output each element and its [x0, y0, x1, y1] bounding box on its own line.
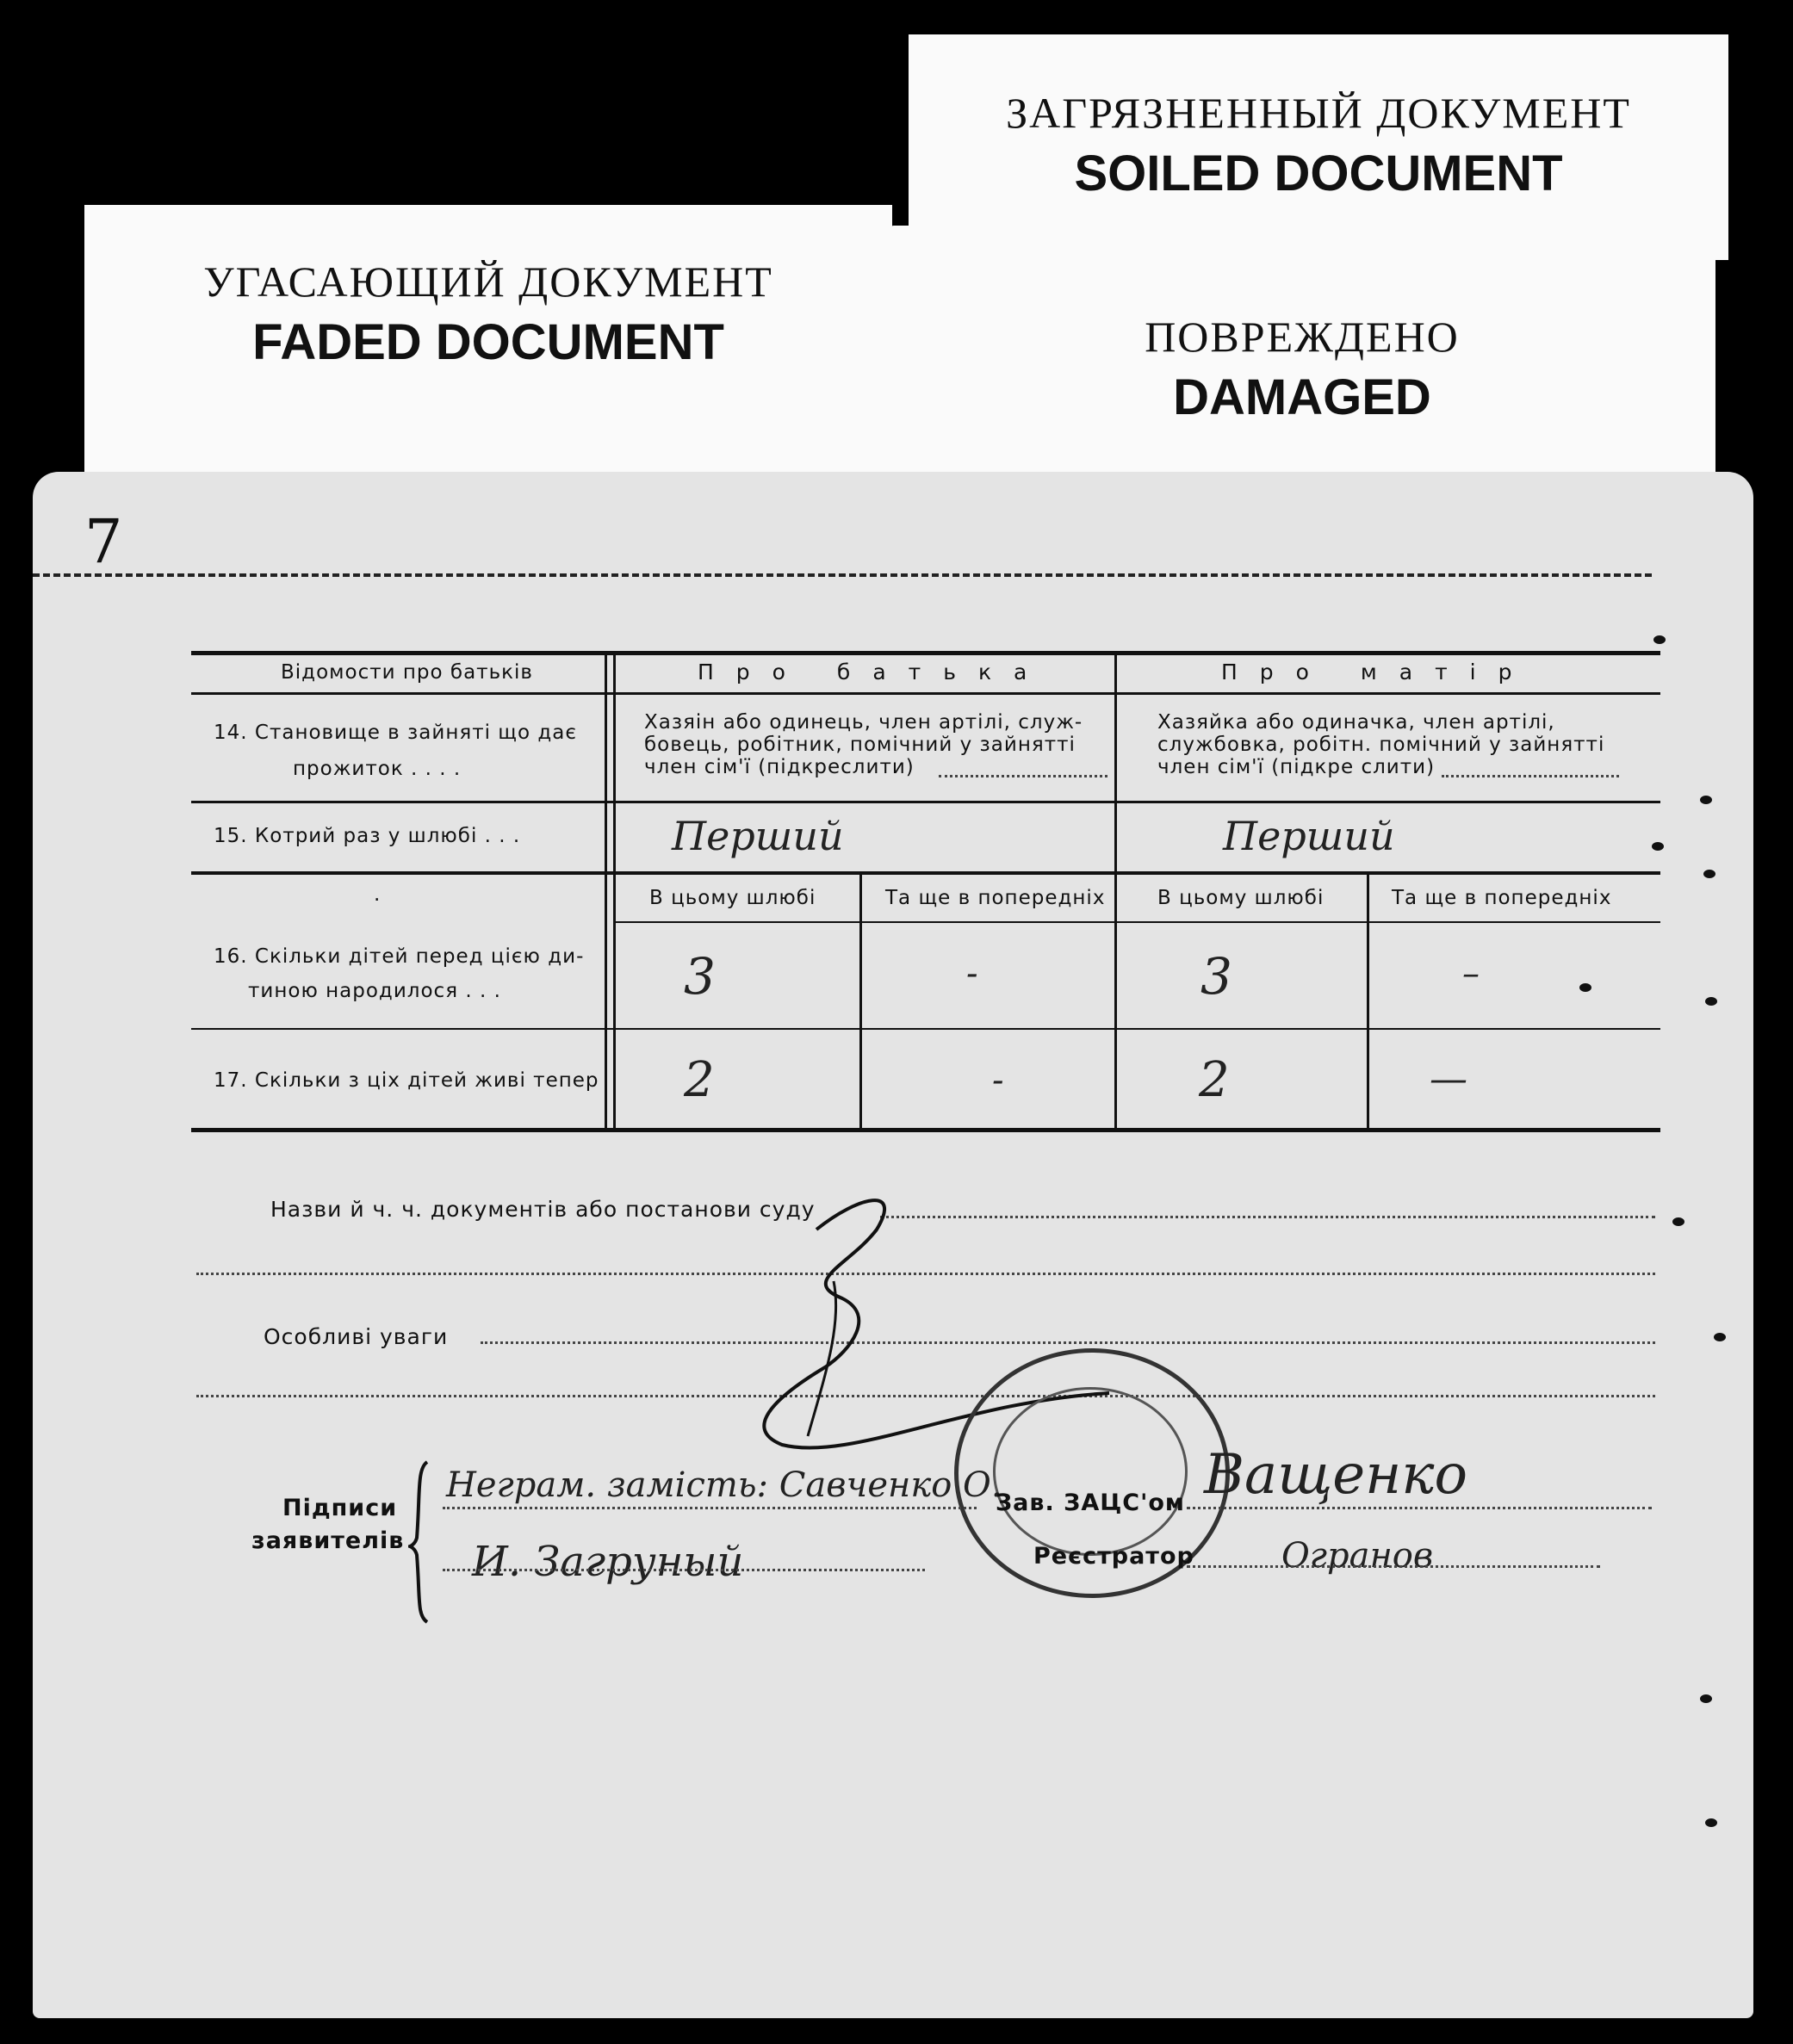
signature-dots-2	[443, 1569, 925, 1571]
signatures-label-2: заявителів	[251, 1527, 405, 1554]
row14-mother-3: член сім'ї (підкре слити)	[1157, 756, 1436, 778]
registrar-label: Реєстратор	[1033, 1543, 1194, 1570]
punch-hole	[1579, 983, 1591, 992]
punch-hole	[1705, 997, 1717, 1006]
row16-father-prev: -	[966, 954, 978, 994]
col-divider-mother-sub	[1367, 873, 1369, 1131]
subheader-father-this: В цьому шлюбі	[649, 887, 816, 909]
row15-mother-value: Перший	[1223, 813, 1395, 859]
punch-hole	[1714, 1333, 1726, 1341]
header-mother: Про матір	[1221, 660, 1535, 684]
row17-mother-this: 2	[1199, 1052, 1230, 1108]
row16-father-this: 3	[684, 947, 716, 1006]
registrar-dots	[1187, 1565, 1600, 1568]
head-dots	[1187, 1507, 1652, 1509]
table-header-border	[191, 692, 1660, 695]
row17-label: 17. Скільки з ціх дітей живі тепер	[214, 1069, 599, 1092]
row14-father-dots	[939, 775, 1107, 777]
document-sheet	[33, 472, 1753, 2018]
row16-mother-this: 3	[1201, 947, 1232, 1006]
col-divider-1b	[613, 651, 616, 1131]
damaged-document-label	[889, 226, 1715, 484]
header-info: Відомости про батьків	[281, 661, 533, 684]
signature-brace	[408, 1460, 434, 1624]
soiled-label-ru: ЗАГРЯЗНЕННЫЙ ДОКУМЕНТ	[1006, 89, 1631, 137]
row14-father-1: Хазяін або одинець, член артілі, служ-	[644, 711, 1083, 734]
row15-father-value: Перший	[672, 813, 844, 859]
subheader-father-prev: Та ще в попередніх	[885, 887, 1106, 909]
row14-mother-dots	[1442, 775, 1619, 777]
punch-hole	[1700, 796, 1712, 804]
row14-father-2: бовець, робітник, помічний у зайнятті	[644, 734, 1076, 756]
row14-label-1: 14. Становище в зайняті що дає	[214, 722, 577, 744]
signature-dots-1	[443, 1507, 977, 1509]
signatures-label-1: Підписи	[282, 1495, 398, 1521]
row14-border	[191, 801, 1660, 803]
row14-mother-2: службовка, робітн. помічний у зайнятті	[1157, 734, 1605, 756]
faded-document-label	[84, 205, 892, 480]
subheader-dot: .	[374, 883, 382, 906]
row16-border	[191, 1028, 1660, 1030]
table-top-border	[191, 651, 1660, 655]
row16-label-1: 16. Скільки дітей перед цією ди-	[214, 945, 585, 968]
registrar-signature: Огранов	[1281, 1536, 1434, 1576]
row17-mother-prev: —	[1430, 1057, 1467, 1101]
faded-label-en: FADED DOCUMENT	[252, 314, 724, 370]
row14-mother-1: Хазяйка або одиначка, член артілі,	[1157, 711, 1555, 734]
row17-father-this: 2	[684, 1052, 715, 1108]
header-father: Про батька	[698, 660, 1050, 684]
punch-hole	[1653, 635, 1666, 644]
subheader-mother-this: В цьому шлюбі	[1157, 887, 1325, 909]
perforation-line	[33, 573, 1652, 577]
punch-hole	[1652, 842, 1664, 851]
row14-father-3: член сім'ї (підкреслити)	[644, 756, 915, 778]
punch-hole	[1700, 1694, 1712, 1703]
special-label: Особливі уваги	[264, 1324, 449, 1349]
subheader-border	[613, 921, 1660, 923]
col-divider-father-sub	[859, 873, 862, 1131]
damaged-label-ru: ПОВРЕЖДЕНО	[1145, 313, 1460, 361]
signature-line-2: И. Загруный	[472, 1538, 744, 1586]
row14-label-2: прожиток . . . .	[293, 758, 462, 780]
row16-label-2: тиною народилося . . .	[248, 980, 501, 1002]
row17-father-prev: -	[992, 1061, 1004, 1100]
table-bottom-border	[191, 1128, 1660, 1132]
head-signature: Ващенко	[1204, 1443, 1468, 1507]
punch-hole	[1672, 1217, 1684, 1226]
subheader-mother-prev: Та ще в попередніх	[1392, 887, 1612, 909]
damaged-label-en: DAMAGED	[1173, 369, 1431, 425]
documents-label: Назви й ч. ч. документів або постанови суду	[270, 1197, 816, 1222]
corner-mark: 7	[84, 506, 123, 577]
col-divider-1	[605, 651, 607, 1131]
signature-line-1: Неграм. замість: Савченко О.	[446, 1465, 1002, 1505]
col-divider-2	[1114, 651, 1117, 1131]
row15-label: 15. Котрий раз у шлюбі . . .	[214, 825, 521, 847]
soiled-label-en: SOILED DOCUMENT	[1074, 146, 1563, 201]
punch-hole	[1703, 870, 1715, 878]
row15-border	[191, 871, 1660, 875]
punch-hole	[1705, 1818, 1717, 1827]
row16-mother-prev: –	[1462, 954, 1480, 994]
head-label: Зав. ЗАЦС'ом	[996, 1490, 1185, 1516]
faded-label-ru: УГАСАЮЩИЙ ДОКУМЕНТ	[203, 257, 773, 306]
